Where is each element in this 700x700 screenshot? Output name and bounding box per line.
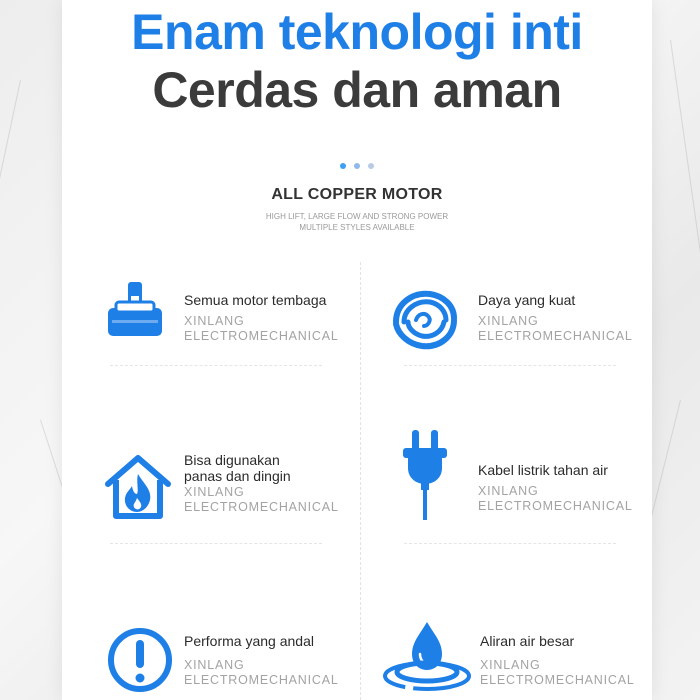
company-name: XINLANG ELECTROMECHANICAL (480, 658, 635, 687)
feature-hot-cold (62, 440, 360, 560)
dot-3 (368, 163, 374, 169)
page-title: Enam teknologi inti (131, 4, 583, 60)
company-name: XINLANG ELECTROMECHANICAL (184, 485, 339, 514)
row-divider (404, 365, 616, 366)
feature-waterproof-cable (360, 440, 652, 560)
feature-large-water-flow (360, 620, 652, 700)
row-divider (404, 543, 616, 544)
feature-reliable-performance (62, 620, 360, 700)
feature-power (360, 262, 652, 382)
page-subtitle: Cerdas dan aman (152, 62, 562, 118)
marble-vein (670, 40, 700, 357)
company-name: XINLANG ELECTROMECHANICAL (478, 314, 633, 343)
power-swirl-icon (388, 286, 462, 352)
dot-2 (354, 163, 360, 169)
feature-label: Kabel listrik tahan air (478, 462, 608, 478)
company-name: XINLANG ELECTROMECHANICAL (184, 314, 339, 343)
copper-motor-icon (106, 278, 164, 338)
company-name: XINLANG ELECTROMECHANICAL (478, 484, 633, 513)
pagination-dots (62, 156, 652, 174)
company-name: XINLANG ELECTROMECHANICAL (184, 658, 339, 687)
feature-label: Aliran air besar (480, 633, 575, 649)
feature-label: Performa yang andal (184, 633, 314, 649)
row-divider (110, 543, 322, 544)
house-flame-icon (104, 452, 172, 520)
feature-label: Semua motor tembaga (184, 292, 327, 308)
content-card (62, 0, 652, 700)
section-subtitle-line2: MULTIPLE STYLES AVAILABLE (299, 223, 415, 232)
section-title: ALL COPPER MOTOR (271, 186, 443, 203)
feature-label: Daya yang kuat (478, 292, 576, 308)
row-divider (110, 365, 322, 366)
section-subtitle (62, 211, 652, 233)
feature-label: Bisa digunakan panas dan dingin (184, 452, 291, 484)
marble-vein (0, 80, 21, 374)
section-subtitle-line1: HIGH LIFT, LARGE FLOW AND STRONG POWER (265, 212, 449, 221)
feature-copper-motor (62, 262, 360, 382)
dot-1 (340, 163, 346, 169)
exclamation-circle-icon (106, 626, 174, 694)
water-drop-icon (382, 618, 472, 692)
power-plug-icon (400, 426, 450, 522)
